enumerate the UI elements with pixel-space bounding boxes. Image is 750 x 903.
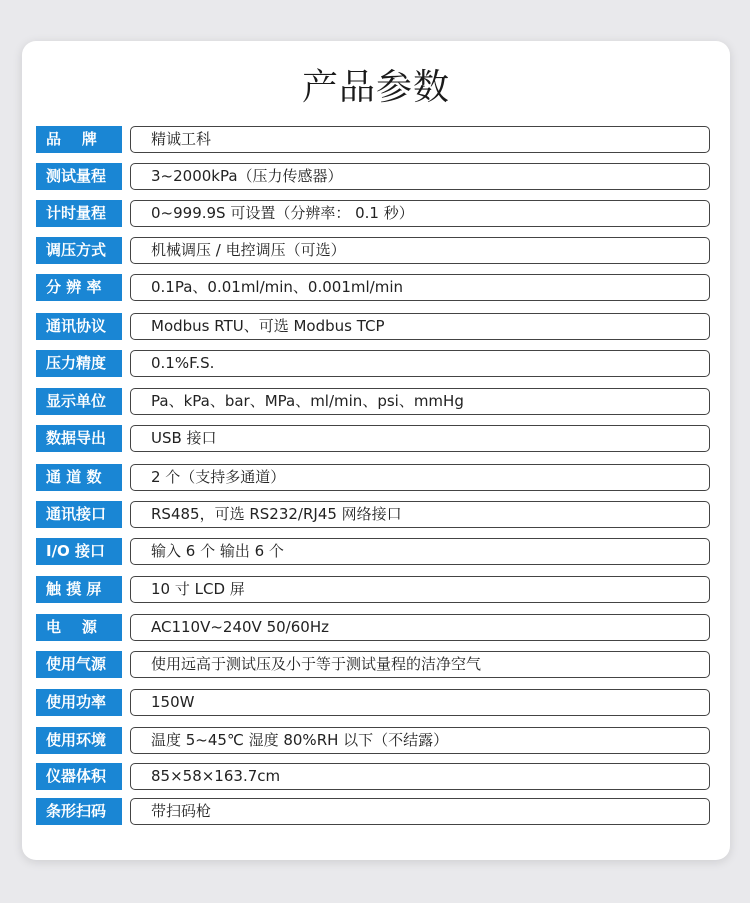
param-label: 分 辨 率 (36, 274, 122, 301)
param-value: 机械调压 / 电控调压（可选） (130, 237, 710, 264)
param-label: 触 摸 屏 (36, 576, 122, 603)
param-value: Modbus RTU、可选 Modbus TCP (130, 313, 710, 340)
param-row (36, 200, 712, 227)
param-label: 数据导出 (36, 425, 122, 452)
param-row (36, 798, 712, 825)
param-row (36, 237, 712, 264)
param-label: I/O 接口 (36, 538, 122, 565)
param-value: 85×58×163.7cm (130, 763, 710, 790)
page-title: 产品参数 (301, 67, 450, 108)
param-value: 精诚工科 (130, 126, 710, 153)
param-value: 0.1%F.S. (130, 350, 710, 377)
param-label: 测试量程 (36, 163, 122, 190)
param-value: 输入 6 个 输出 6 个 (130, 538, 710, 565)
param-value: 2 个（支持多通道） (130, 464, 710, 491)
param-row (36, 576, 712, 603)
param-row (36, 651, 712, 678)
param-value: 3~2000kPa（压力传感器） (130, 163, 710, 190)
param-row (36, 350, 712, 377)
param-value: 0~999.9S 可设置（分辨率： 0.1 秒） (130, 200, 710, 227)
param-value: USB 接口 (130, 425, 710, 452)
param-value: AC110V~240V 50/60Hz (130, 614, 710, 641)
param-row (36, 614, 712, 641)
param-label: 品 牌 (36, 126, 122, 153)
param-label: 仪器体积 (36, 763, 122, 790)
param-row (36, 501, 712, 528)
param-label: 电 源 (36, 614, 122, 641)
param-value: RS485，可选 RS232/RJ45 网络接口 (130, 501, 710, 528)
param-label: 使用气源 (36, 651, 122, 678)
param-row (36, 388, 712, 415)
param-row (36, 727, 712, 754)
parameter-card (22, 41, 730, 860)
param-value: 10 寸 LCD 屏 (130, 576, 710, 603)
param-row (36, 763, 712, 790)
param-label: 通讯协议 (36, 313, 122, 340)
param-label: 调压方式 (36, 237, 122, 264)
param-row (36, 538, 712, 565)
param-row (36, 464, 712, 491)
param-row (36, 425, 712, 452)
param-label: 通讯接口 (36, 501, 122, 528)
param-label: 条形扫码 (36, 798, 122, 825)
param-value: 150W (130, 689, 710, 716)
param-value: 使用远高于测试压及小于等于测试量程的洁净空气 (130, 651, 710, 678)
param-value: Pa、kPa、bar、MPa、ml/min、psi、mmHg (130, 388, 710, 415)
param-row (36, 313, 712, 340)
param-label: 使用功率 (36, 689, 122, 716)
param-value: 带扫码枪 (130, 798, 710, 825)
param-row (36, 274, 712, 301)
param-label: 显示单位 (36, 388, 122, 415)
param-value: 温度 5~45℃ 湿度 80%RH 以下（不结露） (130, 727, 710, 754)
param-value: 0.1Pa、0.01ml/min、0.001ml/min (130, 274, 710, 301)
param-label: 计时量程 (36, 200, 122, 227)
param-row (36, 126, 712, 153)
param-label: 使用环境 (36, 727, 122, 754)
param-row (36, 689, 712, 716)
param-row (36, 163, 712, 190)
param-label: 压力精度 (36, 350, 122, 377)
param-label: 通 道 数 (36, 464, 122, 491)
